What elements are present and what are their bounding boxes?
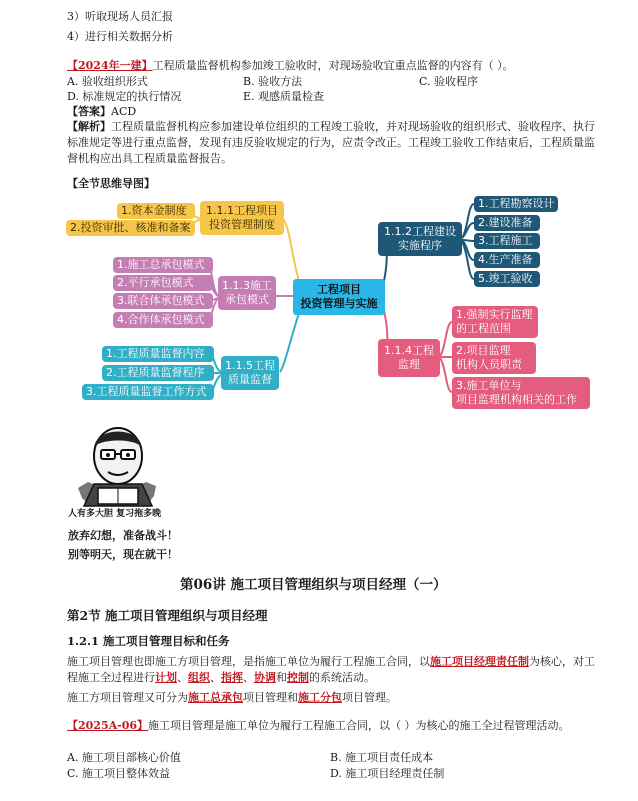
mindmap-node-115: 1.1.5工程 质量监督 (221, 356, 279, 390)
option-d: D. 标准规定的执行情况 (67, 90, 182, 103)
q2-option-b: B. 施工项目责任成本 (330, 751, 434, 764)
answer-label: 【答案】 (67, 105, 111, 118)
question-2-stem (67, 718, 595, 734)
question-1-tag: 【2024年一建】 (67, 59, 153, 72)
mindmap-node-113-item-3: 3.联合体承包模式 (113, 293, 213, 309)
p1-term-plan: 计划 (155, 671, 177, 684)
option-e: E. 观感质量检查 (243, 90, 325, 103)
analysis-text: 工程质量监督机构应参加建设单位组织的工程竣工验收，并对现场验收的组织形式、验收程序、执行标准规定等进行重点监督，发现有违反验收规定的行为，应责令改正。工程竣工验收工作结束后，工程质量监督机构应出具工程质量监督报告。 (67, 120, 595, 165)
p2-text-a: 施工方项目管理又可分为 (67, 691, 188, 704)
mindmap-node-112-item-2: 2.建设准备 (474, 215, 540, 231)
p2-text-b: 项目管理和 (243, 691, 298, 704)
question-1-text: 工程质量监督机构参加竣工验收时，对现场验收宜重点监督的内容有（ ）。 (152, 59, 514, 72)
mindmap-node-113-item-2: 2.平行承包模式 (113, 275, 213, 291)
mindmap-node-114: 1.1.4工程 监理 (378, 339, 440, 377)
analysis-label: 【解析】 (67, 120, 111, 133)
mindmap-node-114-item-1: 1.强制实行监理 的工程范围 (452, 306, 538, 338)
motivation-line-2: 别等明天，现在就干！ (68, 548, 178, 561)
motivation-line-1: 放弃幻想，准备战斗！ (68, 529, 178, 542)
body-paragraph-2 (67, 690, 595, 706)
mindmap-node-111-item-2: 2.投资审批、核准和备案 (66, 220, 195, 236)
body-paragraph-1 (67, 654, 595, 686)
mindmap-node-114-item-2: 2.项目监理 机构人员职责 (452, 342, 536, 374)
p2-text-c: 项目管理。 (342, 691, 397, 704)
list-item-3: 3）听取现场人员汇报 (67, 10, 173, 23)
question-2-text: 施工项目管理是施工单位为履行工程施工合同，以（ ）为核心的施工全过程管理活动。 (148, 719, 570, 732)
list-item-4: 4）进行相关数据分析 (67, 30, 173, 43)
p1-key-term: 施工项目经理责任制 (430, 655, 529, 668)
p2-term-general-contract: 施工总承包 (188, 691, 243, 704)
mindmap-node-111-item-1: 1.资本金制度 (117, 203, 195, 219)
cartoon-man-illustration (68, 418, 168, 510)
mindmap-center-node: 工程项目 投资管理与实施 (293, 279, 385, 315)
mindmap-node-112-item-1: 1.工程勘察设计 (474, 196, 558, 212)
option-c: C. 验收程序 (419, 75, 479, 88)
subsection-title: 1.2.1 施工项目管理目标和任务 (67, 634, 230, 648)
p2-term-subcontract: 施工分包 (298, 691, 342, 704)
q2-option-a: A. 施工项目部核心价值 (67, 751, 181, 764)
cartoon-caption: 人有多大胆 复习拖多晚 (68, 509, 162, 519)
p1-text-c: 的系统活动。 (309, 671, 375, 684)
q2-option-d: D. 施工项目经理责任制 (330, 767, 445, 780)
option-a: A. 验收组织形式 (67, 75, 148, 88)
mindmap-node-115-item-2: 2.工程质量监督程序 (102, 365, 214, 381)
separator: 、 (177, 671, 188, 684)
answer-value: ACD (111, 105, 137, 118)
mindmap-node-112-item-5: 5.竣工验收 (474, 271, 540, 287)
question-2-tag: 【2025A-06】 (67, 719, 149, 732)
mindmap-node-115-item-1: 1.工程质量监督内容 (102, 346, 214, 362)
p1-term-organize: 组织 (188, 671, 210, 684)
mindmap-node-112-item-3: 3.工程施工 (474, 233, 540, 249)
option-b: B. 验收方法 (243, 75, 303, 88)
p1-text-b: 为核心，对工程施工全过程进行 (67, 655, 595, 684)
mindmap-node-113-item-4: 4.合作体承包模式 (113, 312, 213, 328)
mindmap-node-115-item-3: 3.工程质量监督工作方式 (82, 384, 214, 400)
mindmap-node-112: 1.1.2工程建设 实施程序 (378, 222, 462, 256)
p1-term-coordinate: 协调 (254, 671, 276, 684)
p1-text-a: 施工项目管理也即施工方项目管理，是指施工单位为履行工程施工合同，以 (67, 655, 430, 668)
mindmap-node-113-item-1: 1.施工总承包模式 (113, 257, 213, 273)
mindmap-heading: 【全节思维导图】 (67, 177, 155, 190)
p1-term-command: 指挥 (221, 671, 243, 684)
separator: 、 (243, 671, 254, 684)
separator: 、 (210, 671, 221, 684)
mindmap-node-112-item-4: 4.生产准备 (474, 252, 540, 268)
section-title: 第2节 施工项目管理组织与项目经理 (67, 608, 268, 623)
q2-option-c: C. 施工项目整体效益 (67, 767, 171, 780)
mindmap-node-114-item-3: 3.施工单位与 项目监理机构相关的工作 (452, 377, 590, 409)
lecture-title: 第06讲 施工项目管理组织与项目经理（一） (180, 577, 447, 593)
mindmap-node-113: 1.1.3施工 承包模式 (218, 276, 276, 310)
p1-and: 和 (276, 671, 287, 684)
p1-term-control: 控制 (287, 671, 309, 684)
mindmap-node-111: 1.1.1工程项目 投资管理制度 (200, 201, 284, 235)
